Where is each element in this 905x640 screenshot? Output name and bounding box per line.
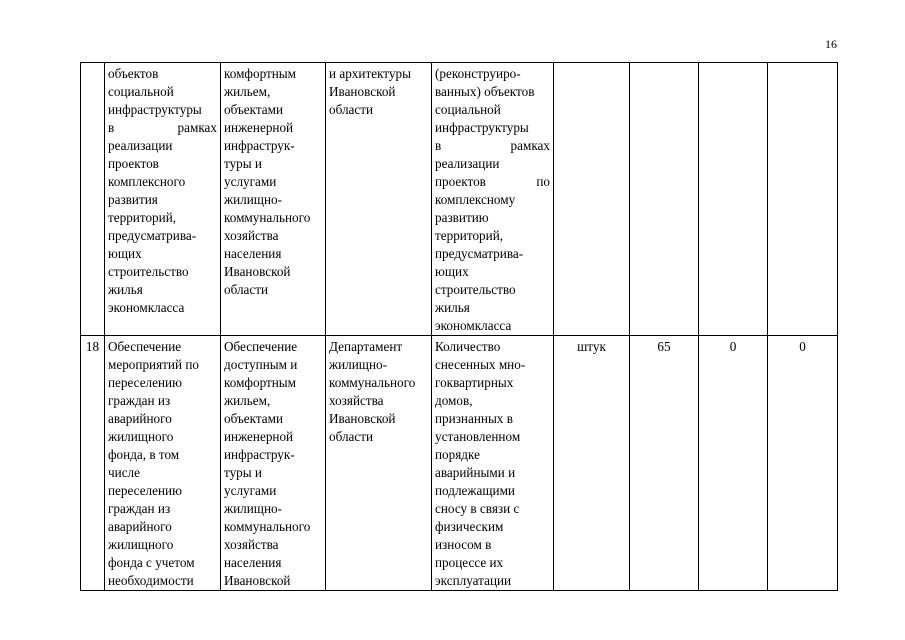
executor-cell xyxy=(326,63,432,336)
indicator-cell xyxy=(432,63,554,336)
indicator-text-justified-2: проектов по xyxy=(435,174,550,189)
measure-text-rest: реализации проектов комплексного развития территорий, предусматрива- ющих строительство жилья экономкласса xyxy=(108,138,197,315)
unit-cell: штук xyxy=(554,336,630,591)
indicator-text-a: (реконструиро- ванных) объектов социальной инфраструктуры xyxy=(435,66,535,135)
indicator-text: Количество снесенных мно- гоквартирных домов, признанных в установленном порядке аварийными и подлежащими сносу в связи с физическим износом в процессе их эксплуатации xyxy=(435,339,526,588)
measure-cell xyxy=(105,63,221,336)
value-2-cell xyxy=(699,63,768,336)
value-1-cell: 65 xyxy=(630,336,699,591)
goal-text: Обеспечение доступным и комфортным жильем, объектами инженерной инфраструк- туры и услугами жилищно- коммунального хозяйства населения Ивановской xyxy=(224,339,311,588)
row-number-cell: 18 xyxy=(81,336,105,591)
indicator-text-c: комплексному развитию территорий, предусматрива- ющих строительство жилья экономкласса xyxy=(435,192,524,333)
goal-text: комфортным жильем, объектами инженерной инфраструк- туры и услугами жилищно- коммунального хозяйства населения Ивановской области xyxy=(224,66,311,297)
program-table xyxy=(80,62,838,591)
indicator-cell xyxy=(432,336,554,591)
table-row-18 xyxy=(81,336,838,591)
page-number: 16 xyxy=(825,37,837,51)
indicator-text-justified-1: в рамках xyxy=(435,138,550,153)
value-1-cell xyxy=(630,63,699,336)
executor-text: Департамент жилищно- коммунального хозяйства Ивановской области xyxy=(329,339,416,444)
value-2-cell: 0 xyxy=(699,336,768,591)
executor-text: и архитектуры Ивановской области xyxy=(329,66,411,117)
row-number-cell xyxy=(81,63,105,336)
measure-cell xyxy=(105,336,221,591)
unit-cell xyxy=(554,63,630,336)
measure-text: Обеспечение мероприятий по переселению граждан из аварийного жилищного фонда, в том числе переселению граждан из аварийного жилищного фонда с учетом необходимости xyxy=(108,339,199,588)
executor-cell xyxy=(326,336,432,591)
measure-text-justified: в рамках xyxy=(108,120,217,135)
measure-text: объектов социальной инфраструктуры xyxy=(108,66,202,117)
value-3-cell: 0 xyxy=(768,336,838,591)
value-3-cell xyxy=(768,63,838,336)
table-row-continuation xyxy=(81,63,838,336)
indicator-text-b: реализации xyxy=(435,156,500,171)
goal-cell xyxy=(221,63,326,336)
goal-cell xyxy=(221,336,326,591)
